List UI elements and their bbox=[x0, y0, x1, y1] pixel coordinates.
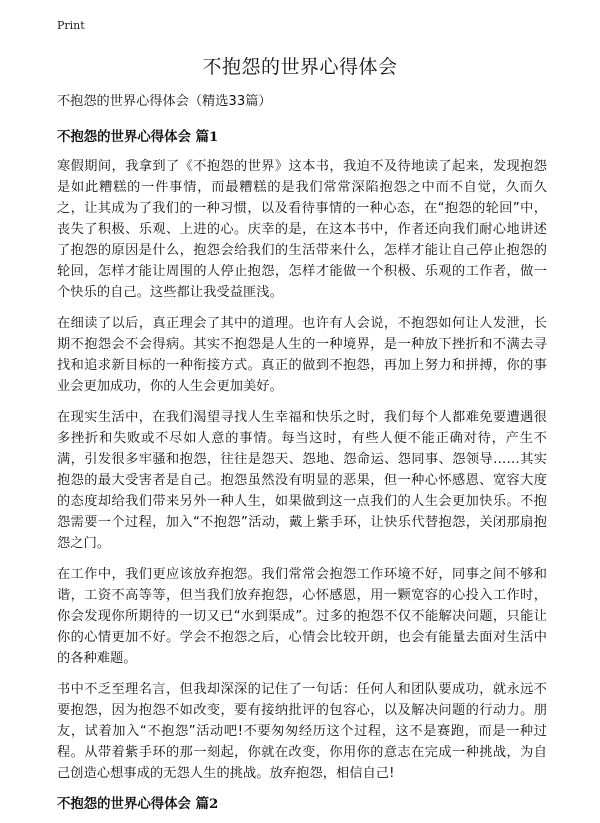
print-label: Print bbox=[57, 19, 85, 32]
paragraph-2: 在细读了以后，真正理会了其中的道理。也许有人会说，不抱怨如何让人发泄，长期不抱怨会不会得病。其实不抱怨是人生的一种境界，是一种放下挫折和不满去寻找和追求新目标的一种衔接方式。真正的做到不抱怨，再加上努力和拼搏，你的事业会更加成功，你的人生会更加美好。 bbox=[57, 316, 547, 394]
paragraph-1: 寒假期间，我拿到了《不抱怨的世界》这本书，我迫不及待地读了起来，发现抱怨是如此糟糕的一件事情，而最糟糕的是我们常常深陷抱怨之中而不自觉，久而久之，让其成为了我们的一种习惯，以及看待事情的一种心态，在“抱怨的轮回”中，丧失了积极、乐观、上进的心。庆幸的是，在这本书中，作者还向我们耐心地讲述了抱怨的原因是什么，抱怨会给我们的生活带来什么，怎样才能让自己停止抱怨的轮回，怎样才能让周围的人停止抱怨，怎样才能做一个积极、乐观的工作者，做一个快乐的自己。这些都让我受益匪浅。 bbox=[57, 159, 547, 300]
section-heading-1: 不抱怨的世界心得体会 篇1 bbox=[57, 129, 219, 145]
paragraph-3: 在现实生活中，在我们渴望寻找人生幸福和快乐之时，我们每个人都难免要遭遇很多挫折和失败或不尽如人意的事情。每当这时，有些人便不能正确对待，产生不满，引发很多牢骚和抱怨，往往是怨天、怨地、怨命运、怨同事、怨领导……其实抱怨的最大受害者是自己。抱怨虽然没有明显的恶果，但一种心怀感恩、宽容大度的态度却给我们带来另外一种人生，如果做到这一点我们的人生会更加快乐。不抱怨需要一个过程，加入“不抱怨”活动，戴上紫手环，让快乐代替抱怨，关闭那扇抱怨之门。 bbox=[57, 410, 547, 551]
page-title: 不抱怨的世界心得体会 bbox=[202, 56, 398, 78]
article-subtitle: 不抱怨的世界心得体会（精选33篇） bbox=[57, 94, 272, 109]
article-body bbox=[57, 92, 547, 823]
section-heading-2: 不抱怨的世界心得体会 篇2 bbox=[57, 796, 219, 812]
paragraph-4: 在工作中，我们更应该放弃抱怨。我们常常会抱怨工作环境不好，同事之间不够和谐，工资不高等等，但当我们放弃抱怨，心怀感恩，用一颗宽容的心投入工作时，你会发现你所期待的一切又已“水到渠成”。过多的抱怨不仅不能解决问题，只能让你的心情更加不好。学会不抱怨之后，心情会比较开朗，也会有能量去面对生活中的各种难题。 bbox=[57, 567, 547, 666]
paragraph-5: 书中不乏至理名言，但我却深深的记住了一句话：任何人和团队要成功，就永远不要抱怨，因为抱怨不如改变，要有接纳批评的包容心，以及解决问题的行动力。朋友，试着加入“不抱怨”活动吧!不要匆匆经历这个过程，这不是赛跑，而是一种过程。从带着紫手环的那一刻起，你就在改变，你用你的意志在完成一种挑战，为自己创造心想事成的无怨人生的挑战。放弃抱怨，相信自己! bbox=[57, 682, 547, 781]
